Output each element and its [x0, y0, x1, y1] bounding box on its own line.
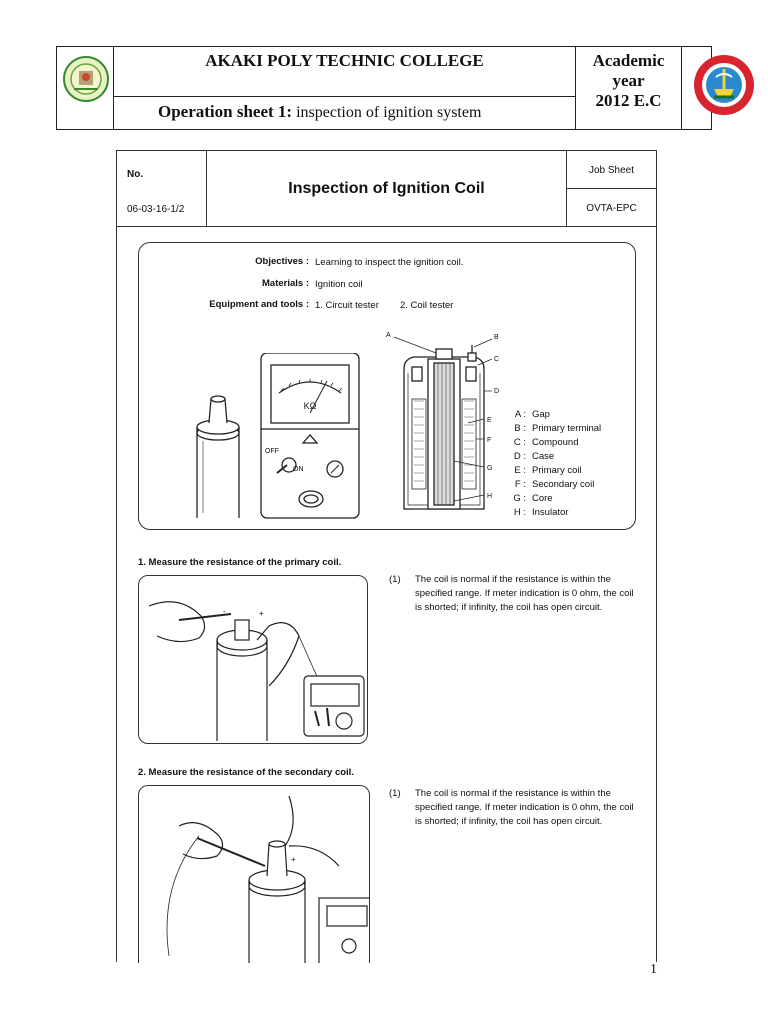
operation-sheet-title — [114, 97, 575, 129]
academic-year-cell — [576, 47, 682, 129]
plus-sign: + — [291, 855, 296, 864]
callout-b: B — [494, 334, 499, 341]
objectives-value: Learning to inspect the ignition coil. — [315, 257, 464, 268]
step-2-illustration — [138, 785, 370, 963]
job-number-value: 06-03-16-1/2 — [127, 204, 185, 215]
legend-key: G : — [513, 493, 526, 504]
job-number-cell — [117, 151, 207, 227]
objectives-box — [138, 242, 636, 530]
step-2-note-number: (1) — [389, 788, 401, 799]
legend-key: H : — [513, 507, 526, 518]
step-1-note-number: (1) — [389, 574, 401, 585]
callout-c: C — [494, 356, 500, 363]
plus-sign: + — [259, 609, 264, 618]
legend-value: Secondary coil — [532, 479, 595, 490]
ministry-logo-cell — [682, 47, 768, 129]
job-sheet-type-cell — [567, 151, 656, 227]
legend-value: Case — [532, 451, 555, 462]
legend-value: Primary coil — [532, 465, 582, 476]
coil-cross-section-diagram — [384, 329, 504, 529]
job-sheet-title: Inspection of Ignition Coil — [207, 151, 567, 227]
job-sheet-type: Job Sheet — [567, 151, 656, 189]
legend-key: F : — [514, 479, 526, 490]
legend-value: Insulator — [532, 507, 569, 518]
job-sheet — [116, 150, 657, 962]
job-sheet-code: OVTA-EPC — [586, 203, 637, 214]
job-sheet-header — [117, 151, 656, 227]
callout-e: E — [487, 417, 492, 424]
college-header-table — [56, 46, 712, 130]
callout-g: G — [487, 465, 493, 472]
coil-and-tester-illustration — [169, 353, 389, 523]
legend-value: Compound — [532, 437, 579, 448]
equipment-item-1: 1. Circuit tester — [315, 300, 379, 311]
legend-value: Primary terminal — [532, 423, 602, 434]
operation-sheet-text: inspection of ignition system — [296, 104, 482, 121]
equipment-item-2: 2. Coil tester — [400, 300, 454, 311]
equipment-key: Equipment and tools : — [209, 299, 309, 310]
meter-unit-label: KΩ — [303, 401, 317, 411]
primary-coil-test-drawing — [139, 576, 368, 744]
college-logo-icon — [62, 55, 110, 103]
college-name: AKAKI POLY TECHNIC COLLEGE — [114, 47, 575, 97]
ministry-seal-icon — [692, 53, 756, 117]
page-number: 1 — [650, 962, 657, 977]
legend-key: B : — [514, 423, 526, 434]
callout-f: F — [487, 437, 492, 444]
college-logo-cell — [57, 47, 114, 129]
legend-value: Core — [532, 493, 553, 504]
switch-on-label: ON — [293, 466, 304, 473]
callout-h: H — [487, 493, 493, 500]
callout-d: D — [494, 388, 500, 395]
job-number-label: No. — [127, 169, 144, 180]
legend-key: A : — [514, 409, 526, 420]
college-title-cell — [114, 47, 576, 129]
callout-a: A — [386, 332, 391, 339]
step-1-title: 1. Measure the resistance of the primary coil. — [138, 557, 342, 568]
switch-off-label: OFF — [265, 448, 279, 455]
legend-key: C : — [513, 437, 526, 448]
materials-value: Ignition coil — [315, 279, 363, 290]
step-1-note-text: The coil is normal if the resistance is within the specified range. If meter indication is 0 ohm, the coil is shorted; if infinity, the coil has open circuit. — [415, 574, 634, 613]
step-2-note-text: The coil is normal if the resistance is within the specified range. If meter indication is 0 ohm, the coil is shorted; if infinity, the coil has open circuit. — [415, 788, 634, 827]
legend-key: D : — [513, 451, 526, 462]
operation-sheet-label: Operation sheet 1: — [158, 102, 293, 121]
legend-value: Gap — [532, 409, 550, 420]
step-2-title: 2. Measure the resistance of the secondary coil. — [138, 767, 354, 778]
materials-key: Materials : — [262, 278, 309, 289]
step-1-illustration — [138, 575, 368, 744]
minus-sign: - — [223, 607, 226, 616]
secondary-coil-test-drawing — [139, 786, 370, 963]
academic-year: Academic year 2012 E.C — [592, 51, 665, 110]
objectives-key: Objectives : — [255, 256, 309, 267]
legend-key: E : — [514, 465, 526, 476]
